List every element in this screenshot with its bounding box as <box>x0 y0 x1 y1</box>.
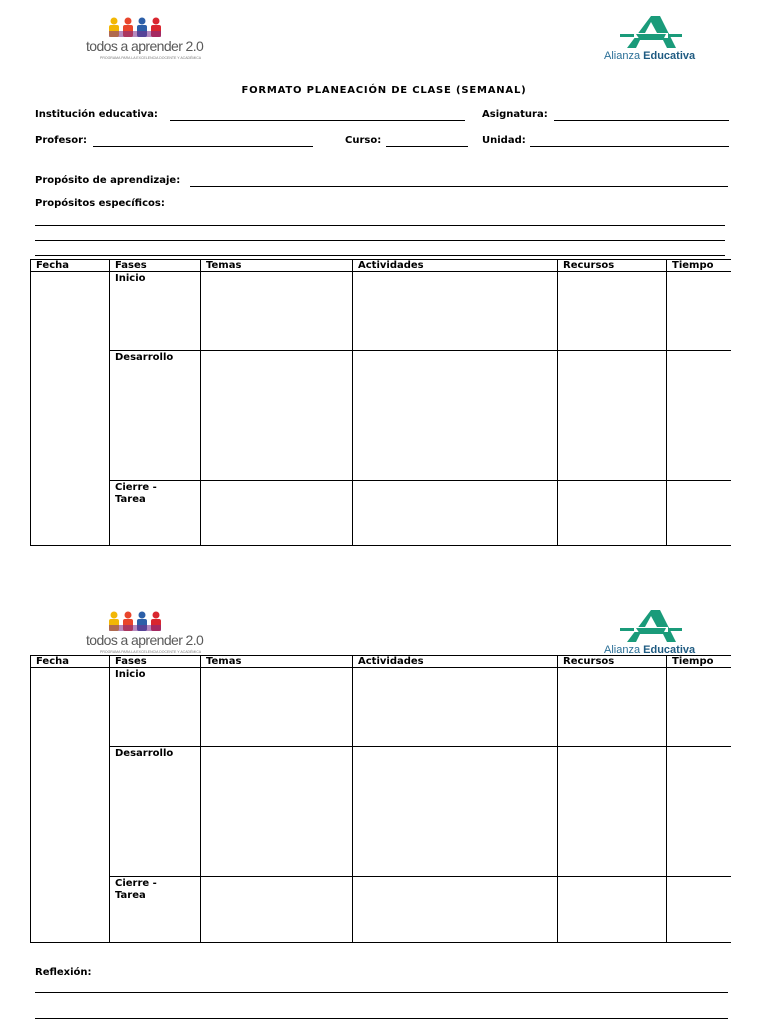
reflexion-line-1[interactable] <box>35 992 728 993</box>
table-header-row <box>31 260 731 272</box>
tiempo-cell[interactable] <box>667 668 731 747</box>
temas-cell[interactable] <box>201 747 353 877</box>
table-row <box>31 351 731 481</box>
header-fases: Fases <box>110 260 201 272</box>
propositos-especificos-label: Propósitos específicos: <box>35 198 165 209</box>
tiempo-cell[interactable] <box>667 351 731 481</box>
header-temas: Temas <box>201 656 353 668</box>
propositos-line-2[interactable] <box>35 240 725 241</box>
table-row <box>31 272 731 351</box>
table-row <box>31 668 731 747</box>
recursos-cell[interactable] <box>558 747 667 877</box>
phase-desarrollo: Desarrollo <box>110 351 201 481</box>
header-fases: Fases <box>110 656 201 668</box>
temas-cell[interactable] <box>201 272 353 351</box>
actividades-cell[interactable] <box>353 351 558 481</box>
reflexion-label: Reflexión: <box>35 967 92 978</box>
header-tiempo: Tiempo <box>667 656 731 668</box>
asignatura-label: Asignatura: <box>482 109 548 120</box>
table-row <box>31 877 731 943</box>
actividades-cell[interactable] <box>353 747 558 877</box>
tiempo-cell[interactable] <box>667 272 731 351</box>
alianza-a-mark-icon <box>620 608 682 644</box>
recursos-cell[interactable] <box>558 668 667 747</box>
temas-cell[interactable] <box>201 481 353 546</box>
tiempo-cell[interactable] <box>667 481 731 546</box>
asignatura-line[interactable] <box>554 120 729 121</box>
header-fecha: Fecha <box>31 260 110 272</box>
alianza-educativa-text: Alianza Educativa <box>604 644 696 656</box>
header-temas: Temas <box>201 260 353 272</box>
tiempo-cell[interactable] <box>667 877 731 943</box>
unidad-line[interactable] <box>530 146 729 147</box>
header-actividades: Actividades <box>353 260 558 272</box>
table-row <box>31 747 731 877</box>
actividades-cell[interactable] <box>353 877 558 943</box>
header-tiempo: Tiempo <box>667 260 731 272</box>
alianza-educativa-logo <box>604 14 704 64</box>
temas-cell[interactable] <box>201 668 353 747</box>
recursos-cell[interactable] <box>558 351 667 481</box>
recursos-cell[interactable] <box>558 877 667 943</box>
actividades-cell[interactable] <box>353 481 558 546</box>
actividades-cell[interactable] <box>353 668 558 747</box>
todos-a-aprender-logo <box>86 610 204 660</box>
institucion-label: Institución educativa: <box>35 109 158 120</box>
alianza-educativa-logo <box>604 608 704 658</box>
table-row <box>31 481 731 546</box>
form-title: FORMATO PLANEACIÓN DE CLASE (SEMANAL) <box>241 85 527 96</box>
todos-a-aprender-tagline: PROGRAMA PARA LA EXCELENCIA DOCENTE Y ACADÉMICA <box>100 650 202 654</box>
proposito-label: Propósito de aprendizaje: <box>35 175 181 186</box>
proposito-line[interactable] <box>190 186 728 187</box>
todos-a-aprender-tagline: PROGRAMA PARA LA EXCELENCIA DOCENTE Y ACADÉMICA <box>100 56 202 60</box>
temas-cell[interactable] <box>201 351 353 481</box>
planning-table-1 <box>30 259 731 546</box>
planning-table-2 <box>30 655 731 943</box>
todos-a-aprender-text: todos a aprender 2.0 <box>86 632 204 648</box>
recursos-cell[interactable] <box>558 481 667 546</box>
phase-inicio: Inicio <box>110 272 201 351</box>
actividades-cell[interactable] <box>353 272 558 351</box>
header-actividades: Actividades <box>353 656 558 668</box>
recursos-cell[interactable] <box>558 272 667 351</box>
profesor-label: Profesor: <box>35 135 88 146</box>
phase-cierre: Cierre - Tarea <box>110 877 201 943</box>
alianza-a-mark-icon <box>620 14 682 50</box>
institucion-line[interactable] <box>170 120 465 121</box>
profesor-line[interactable] <box>93 146 313 147</box>
alianza-educativa-text: Alianza Educativa <box>604 50 696 62</box>
reflexion-line-2[interactable] <box>35 1018 728 1019</box>
phase-desarrollo: Desarrollo <box>110 747 201 877</box>
curso-line[interactable] <box>386 146 468 147</box>
tiempo-cell[interactable] <box>667 747 731 877</box>
todos-a-aprender-text: todos a aprender 2.0 <box>86 38 204 54</box>
header-fecha: Fecha <box>31 656 110 668</box>
phase-inicio: Inicio <box>110 668 201 747</box>
propositos-line-1[interactable] <box>35 225 725 226</box>
todos-a-aprender-logo <box>86 16 204 66</box>
propositos-line-3[interactable] <box>35 255 725 256</box>
people-figures-icon <box>107 610 163 632</box>
temas-cell[interactable] <box>201 877 353 943</box>
people-figures-icon <box>107 16 163 38</box>
table-header-row <box>31 656 731 668</box>
header-recursos: Recursos <box>558 656 667 668</box>
phase-cierre: Cierre - Tarea <box>110 481 201 546</box>
fecha-cell[interactable] <box>31 668 110 943</box>
header-recursos: Recursos <box>558 260 667 272</box>
curso-label: Curso: <box>345 135 382 146</box>
fecha-cell[interactable] <box>31 272 110 546</box>
unidad-label: Unidad: <box>482 135 526 146</box>
